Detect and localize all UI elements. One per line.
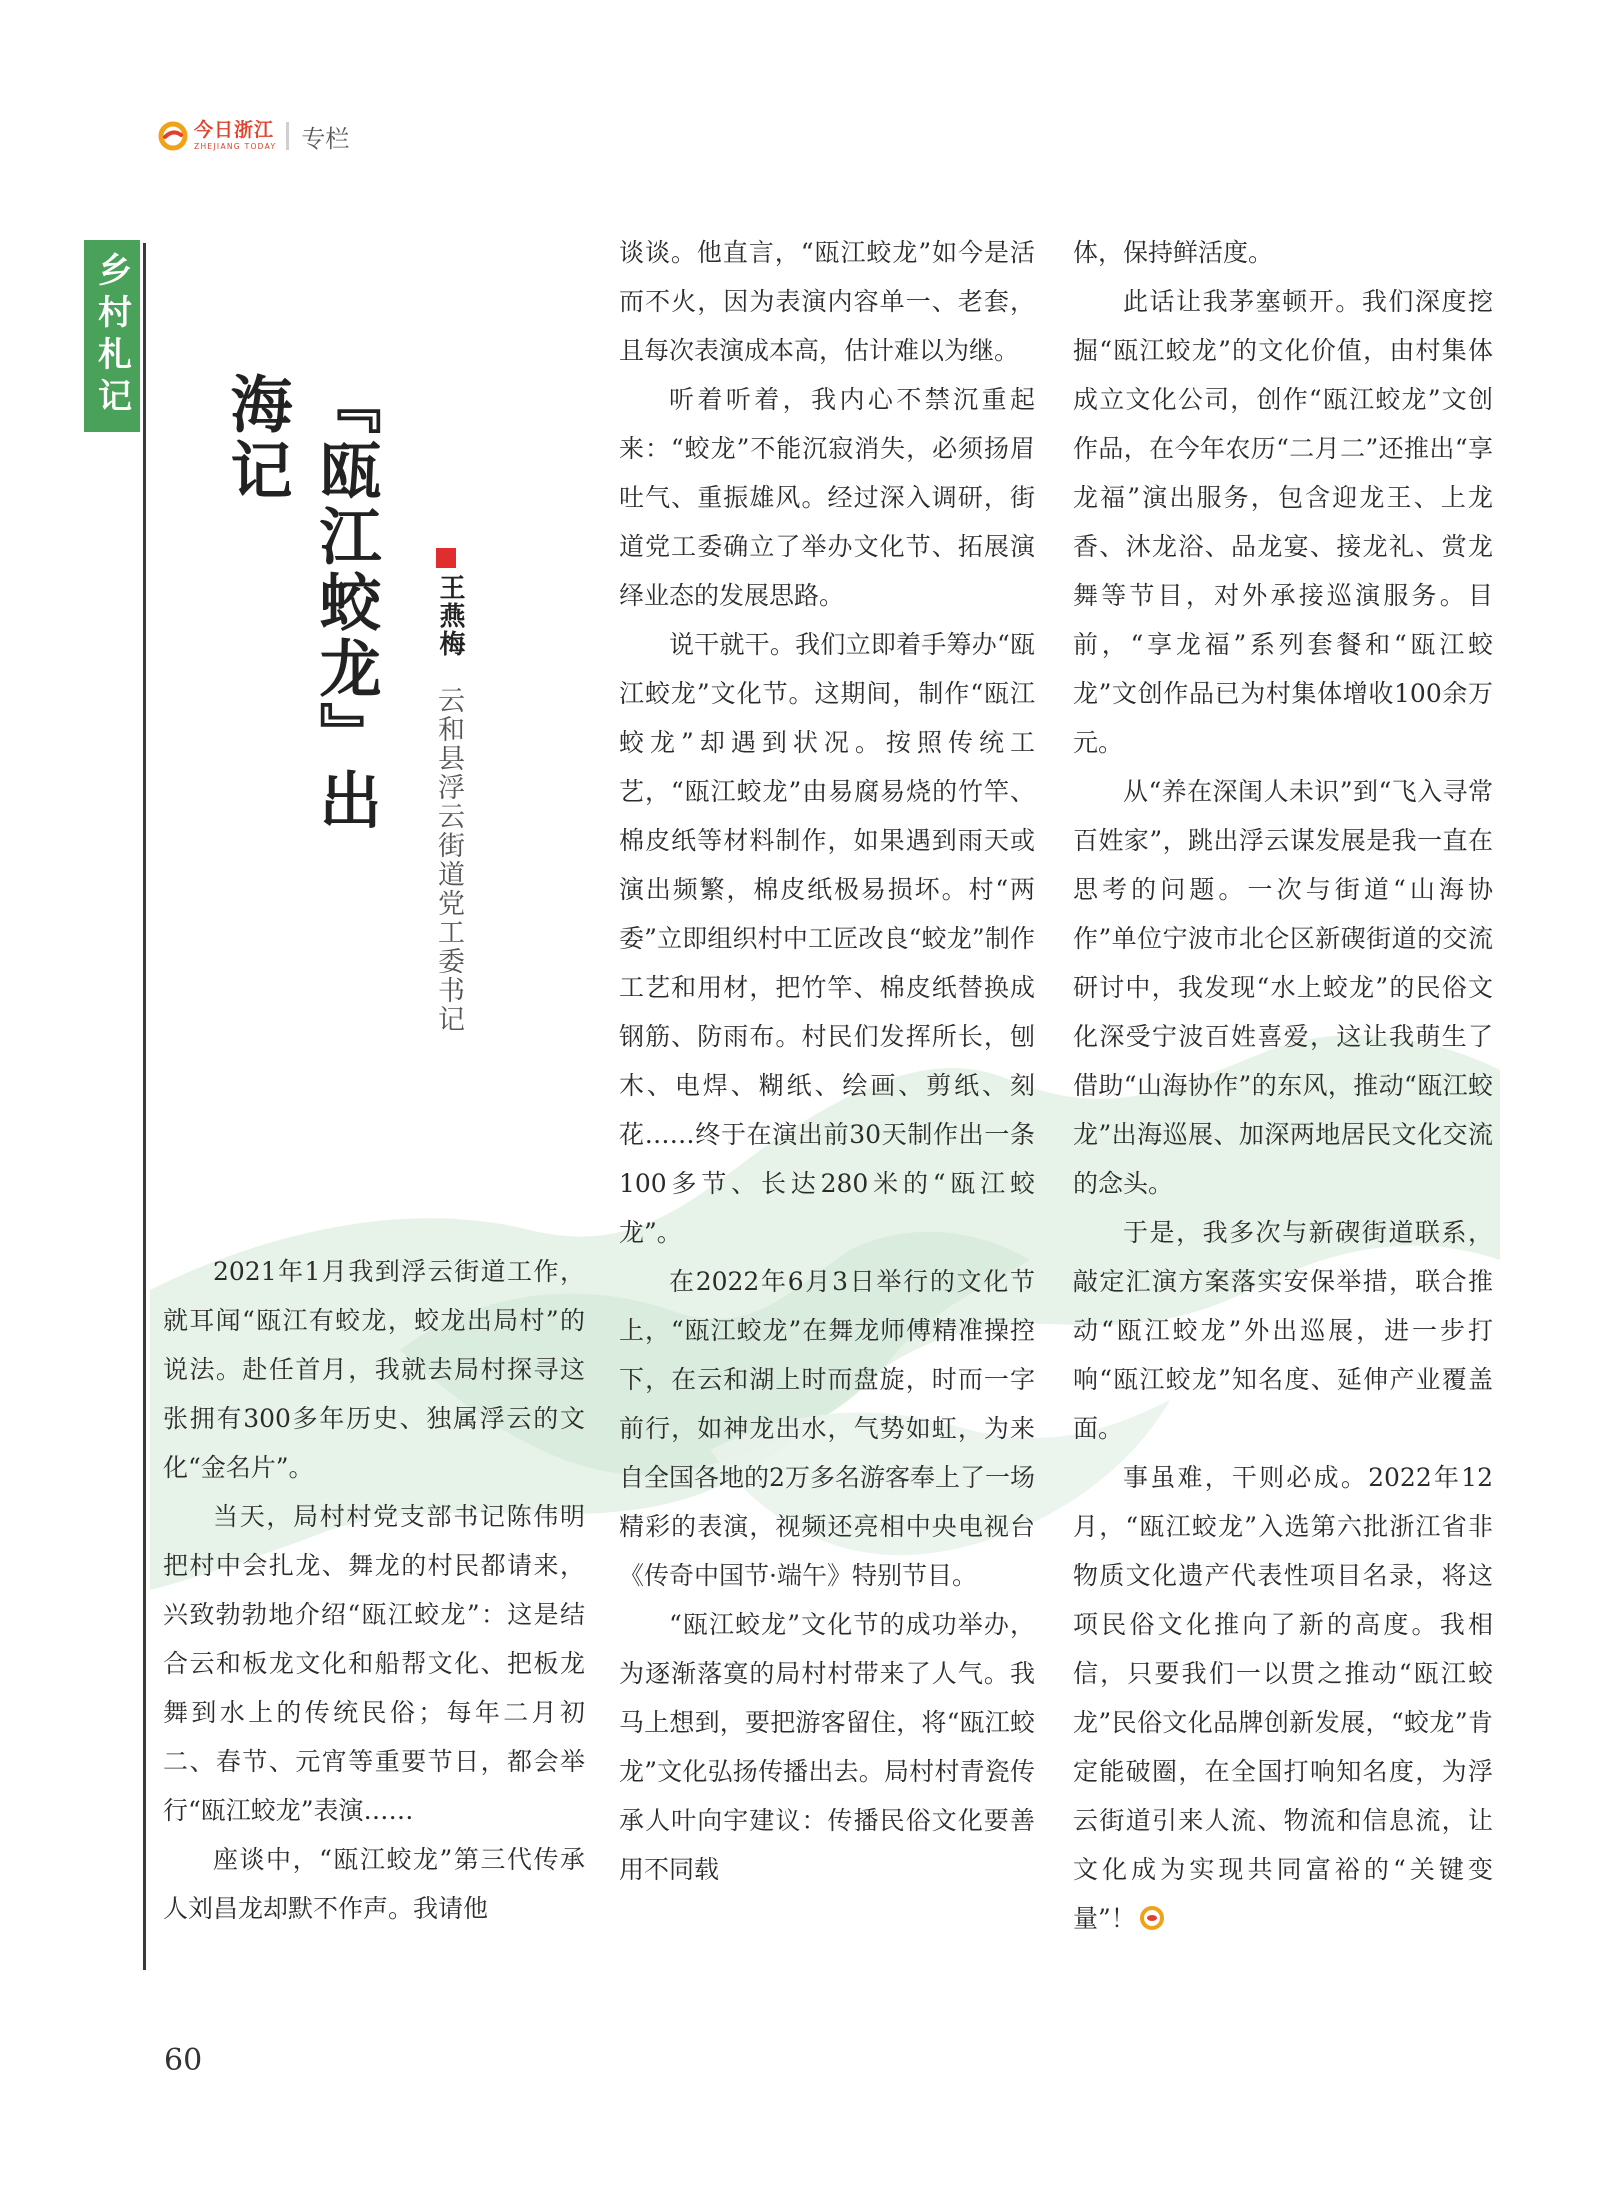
logo-chinese-text: 今日浙江 [194, 119, 275, 142]
paragraph: 在2022年6月3日举行的文化节上，“瓯江蛟龙”在舞龙师傅精准操控下，在云和湖上时而盘旋，时而一字前行，如神龙出水，气势如虹，为来自全国各地的2万多名游客奉上了一场精彩的表演，视频还亮相中央电视台《传奇中国节·端午》特别节目。 [619, 1267, 1035, 1590]
left-vertical-rule [143, 243, 146, 1970]
article-end-icon [1140, 1906, 1164, 1930]
paragraph-last-text: 事虽难，干则必成。2022年12月，“瓯江蛟龙”入选第六批浙江省非物质文化遗产代表性项目名录，将这项民俗文化推向了新的高度。我相信，只要我们一以贯之推动“瓯江蛟龙”民俗文化品牌创新发展，“蛟龙”肯定能破圈，在全国打响知名度，为浮云街道引来人流、物流和信息流，让文化成为实现共同富裕的“关键变量”！ [1073, 1463, 1493, 1933]
logo-english-text: ZHEJIANG TODAY [194, 142, 277, 152]
text-column-1 [163, 1247, 585, 1933]
paragraph: 从“养在深闺人未识”到“飞入寻常百姓家”，跳出浮云谋发展是我一直在思考的问题。一次与街道“山海协作”单位宁波市北仑区新碶街道的交流研讨中，我发现“水上蛟龙”的民俗文化深受宁波百姓喜爱，这让我萌生了借助“山海协作”的东风，推动“瓯江蛟龙”出海巡展、加深两地居民文化交流的念头。 [1073, 777, 1493, 1198]
paragraph: “瓯江蛟龙”文化节的成功举办，为逐渐落寞的局村村带来了人气。我马上想到，要把游客留住，将“瓯江蛟龙”文化弘扬传播出去。局村村青瓷传承人叶向宇建议：传播民俗文化要善用不同载 [619, 1610, 1035, 1884]
text-column-2 [619, 228, 1035, 1894]
byline [428, 548, 488, 658]
masthead [158, 118, 349, 154]
zhejiang-today-logo-icon [158, 121, 188, 151]
paragraph: 说干就干。我们立即着手筹办“瓯江蛟龙”文化节。这期间，制作“瓯江蛟龙”却遇到状况。按照传统工艺，“瓯江蛟龙”由易腐易烧的竹竿、棉皮纸等材料制作，如果遇到雨天或演出频繁，棉皮纸极易损坏。村“两委”立即组织村中工匠改良“蛟龙”制作工艺和用材，把竹竿、棉皮纸替换成钢筋、防雨布。村民们发挥所长，刨木、电焊、糊纸、绘画、剪纸、刻花……终于在演出前30天制作出一条100多节、长达280米的“瓯江蛟龙”。 [619, 630, 1035, 1247]
byline-red-square [436, 548, 456, 568]
paragraph: 于是，我多次与新碶街道联系，敲定汇演方案落实安保举措，联合推动“瓯江蛟龙”外出巡展，进一步打响“瓯江蛟龙”知名度、延伸产业覆盖面。 [1073, 1218, 1493, 1443]
author-name: 王燕梅 [435, 574, 465, 658]
paragraph: 谈谈。他直言，“瓯江蛟龙”如今是活而不火，因为表演内容单一、老套，且每次表演成本高，估计难以为继。 [619, 238, 1035, 365]
paragraph: 当天，局村村党支部书记陈伟明把村中会扎龙、舞龙的村民都请来，兴致勃勃地介绍“瓯江蛟龙”：这是结合云和板龙文化和船帮文化、把板龙舞到水上的传统民俗；每年二月初二、春节、元宵等重要节日，都会举行“瓯江蛟龙”表演…… [163, 1502, 585, 1825]
paragraph: 体，保持鲜活度。 [1073, 238, 1274, 267]
text-column-3 [1073, 228, 1493, 1943]
paragraph-last [1073, 1453, 1493, 1943]
paragraph: 听着听着，我内心不禁沉重起来：“蛟龙”不能沉寂消失，必须扬眉吐气、重振雄风。经过深入调研，街道党工委确立了举办文化节、拓展演绎业态的发展思路。 [619, 385, 1035, 610]
masthead-divider [286, 122, 289, 150]
paragraph: 座谈中，“瓯江蛟龙”第三代传承人刘昌龙却默不作声。我请他 [163, 1845, 585, 1923]
column-tab: 乡村札记 [84, 240, 140, 432]
paragraph: 此话让我茅塞顿开。我们深度挖掘“瓯江蛟龙”的文化价值，由村集体成立文化公司，创作“瓯江蛟龙”文创作品，在今年农历“二月二”还推出“享龙福”演出服务，包含迎龙王、上龙香、沐龙浴、品龙宴、接龙礼、赏龙舞等节目，对外承接巡演服务。目前，“享龙福”系列套餐和“瓯江蛟龙”文创作品已为村集体增收100余万元。 [1073, 287, 1493, 757]
logo-wordmark [194, 121, 276, 151]
author-position: 云和县浮云街道党工委书记 [433, 686, 464, 1034]
article-title: 『瓯江蛟龙』出海记 [220, 372, 382, 834]
page-number: 60 [164, 2043, 203, 2078]
paragraph: 2021年1月我到浮云街道工作，就耳闻“瓯江有蛟龙，蛟龙出局村”的说法。赴任首月，我就去局村探寻这张拥有300多年历史、独属浮云的文化“金名片”。 [163, 1257, 585, 1482]
column-name: 专栏 [301, 124, 350, 153]
